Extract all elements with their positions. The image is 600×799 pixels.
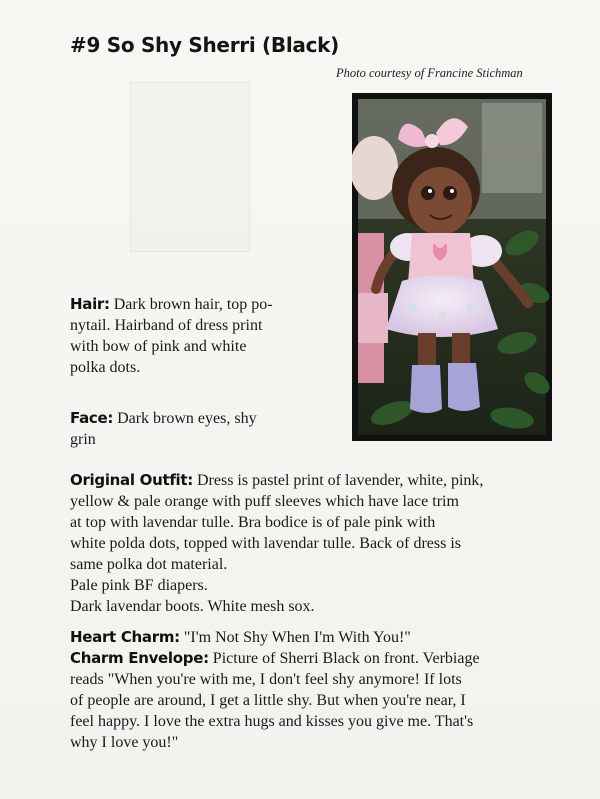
outfit-line-5: same polka dot material. bbox=[70, 556, 228, 573]
doll-photo bbox=[352, 93, 552, 441]
face-section bbox=[70, 408, 332, 450]
bleed-through-frame bbox=[130, 82, 250, 252]
charm-envelope-line-5: why I love you!" bbox=[70, 734, 179, 751]
outfit-line-7: Dark lavendar boots. White mesh sox. bbox=[70, 598, 315, 615]
outfit-label: Original Outfit: bbox=[70, 471, 193, 489]
hair-line-3: with bow of pink and white bbox=[70, 338, 247, 355]
face-line-1: Dark brown eyes, shy bbox=[113, 410, 257, 427]
hair-label: Hair: bbox=[70, 295, 110, 313]
hair-line-2: nytail. Hairband of dress print bbox=[70, 317, 263, 334]
outfit-line-1: Dress is pastel print of lavender, white, pink, bbox=[192, 472, 484, 489]
charm-envelope-label: Charm Envelope: bbox=[70, 649, 209, 667]
heart-charm-text: "I'm Not Shy When I'm With You!" bbox=[179, 629, 411, 646]
charm-envelope-section bbox=[70, 648, 580, 753]
outfit-line-2: yellow & pale orange with puff sleeves which have lace trim bbox=[70, 493, 459, 510]
hair-line-4: polka dots. bbox=[70, 359, 141, 376]
charm-envelope-line-2: reads "When you're with me, I don't feel shy anymore! If lots bbox=[70, 671, 462, 688]
outfit-line-3: at top with lavendar tulle. Bra bodice is of pale pink with bbox=[70, 514, 436, 531]
charm-envelope-line-3: of people are around, I get a little shy. But when you're near, I bbox=[70, 692, 466, 709]
outfit-line-4: white polda dots, topped with lavendar tulle. Back of dress is bbox=[70, 535, 462, 552]
face-line-2: grin bbox=[70, 431, 96, 448]
hair-section bbox=[70, 294, 332, 378]
outfit-line-6: Pale pink BF diapers. bbox=[70, 577, 208, 594]
heart-charm-label: Heart Charm: bbox=[70, 628, 180, 646]
photo-credit: Photo courtesy of Francine Stichman bbox=[336, 66, 523, 80]
outfit-section bbox=[70, 470, 580, 617]
face-label: Face: bbox=[70, 409, 114, 427]
charm-envelope-line-1: Picture of Sherri Black on front. Verbiage bbox=[208, 650, 480, 667]
charm-envelope-line-4: feel happy. I love the extra hugs and kisses you give me. That's bbox=[70, 713, 474, 730]
heart-charm-section bbox=[70, 627, 580, 648]
hair-line-1: Dark brown hair, top po- bbox=[109, 296, 273, 313]
page-title: #9 So Shy Sherri (Black) bbox=[70, 33, 339, 57]
doll-photo-illustration bbox=[352, 93, 552, 441]
